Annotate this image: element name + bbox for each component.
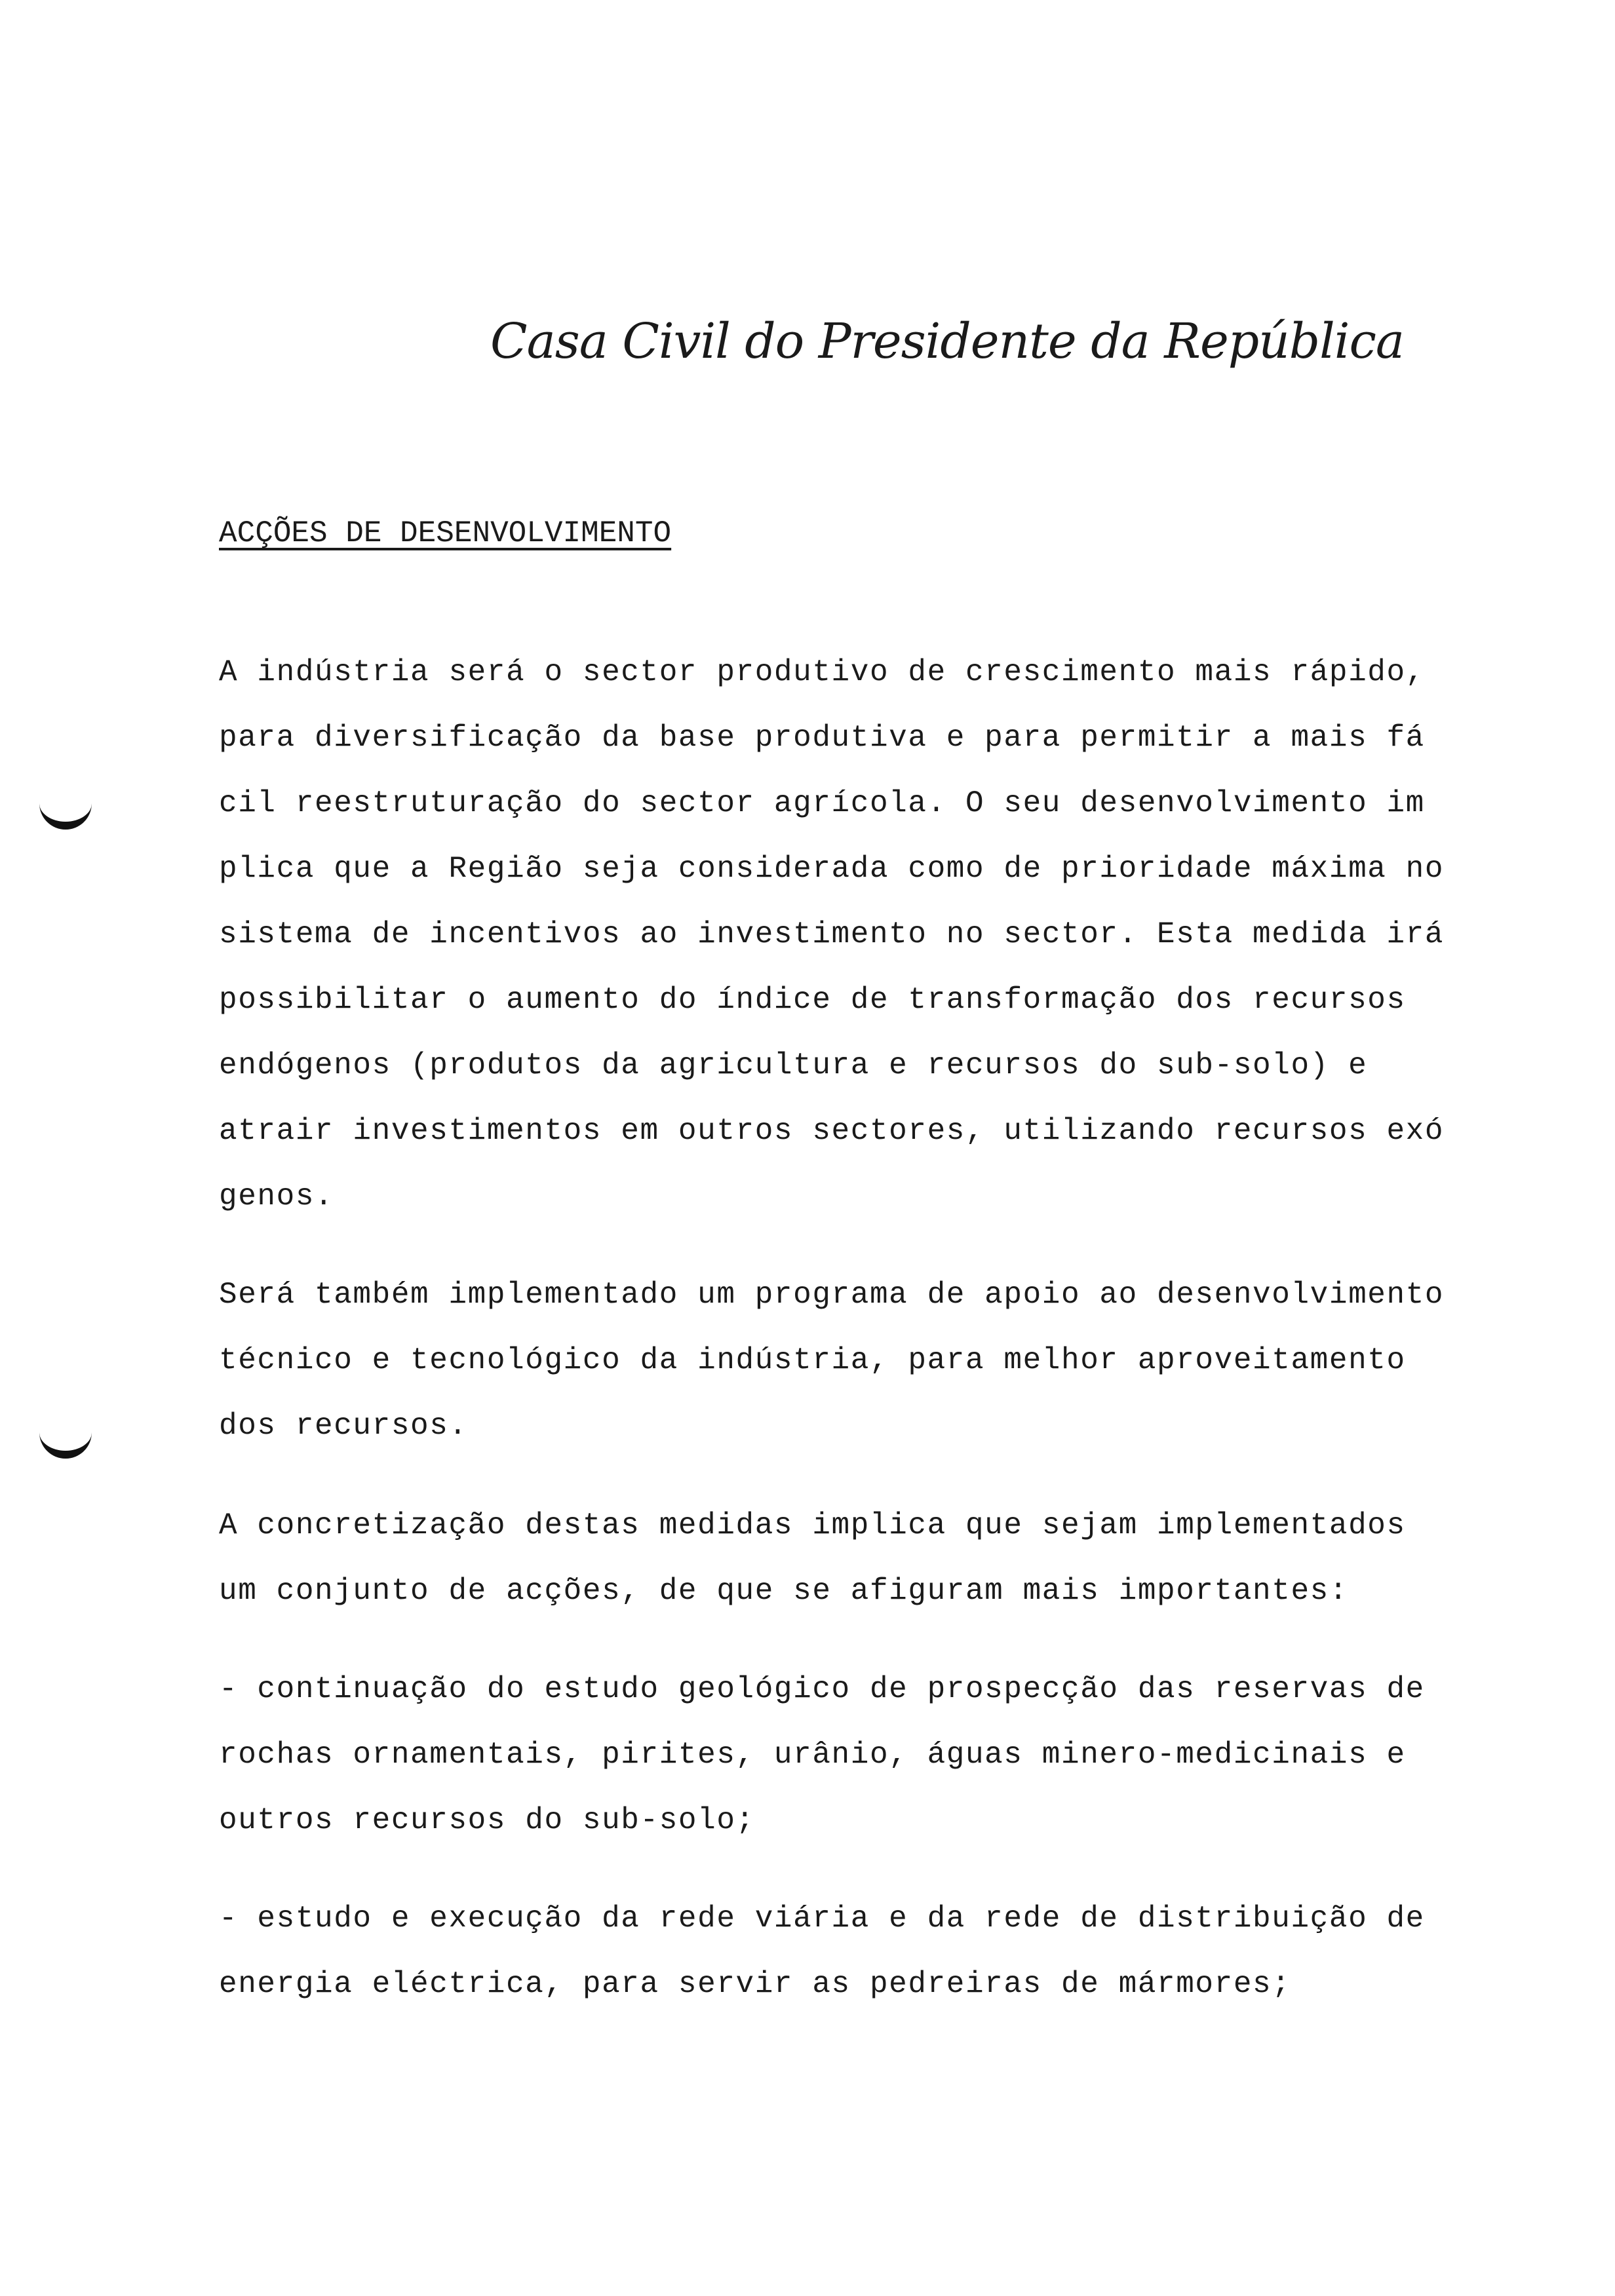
text-line: para diversificação da base produtiva e para permitir a mais fá (219, 721, 1425, 755)
text-line: outros recursos do sub-solo; (219, 1803, 755, 1837)
text-line: endógenos (produtos da agricultura e recursos do sub-solo) e (219, 1048, 1368, 1082)
text-line: genos. (219, 1179, 334, 1214)
text-line: técnico e tecnológico da indústria, para melhor aproveitamento (219, 1343, 1406, 1377)
text-line: cil reestruturação do sector agrícola. O seu desenvolvimento im (219, 786, 1425, 820)
text-line: - estudo e execução da rede viária e da rede de distribuição de (219, 1902, 1425, 1936)
text-line: A concretização destas medidas implica que sejam implementados (219, 1508, 1406, 1542)
text-line: atrair investimentos em outros sectores, utilizando recursos exó (219, 1114, 1445, 1148)
letterhead: Casa Civil do Presidente da República (490, 313, 1405, 370)
punch-hole-mark (39, 803, 92, 830)
text-line: plica que a Região seja considerada como de prioridade máxima no (219, 852, 1445, 886)
text-line: energia eléctrica, para servir as pedreiras de mármores; (219, 1967, 1291, 2001)
text-line: dos recursos. (219, 1409, 468, 1443)
section-heading: ACÇÕES DE DESENVOLVIMENTO (219, 516, 672, 550)
text-line: um conjunto de acções, de que se afiguram mais importantes: (219, 1574, 1349, 1608)
punch-hole-mark (39, 1432, 92, 1459)
text-line: A indústria será o sector produtivo de crescimento mais rápido, (219, 655, 1425, 689)
text-line: sistema de incentivos ao investimento no sector. Esta medida irá (219, 917, 1445, 951)
text-line: possibilitar o aumento do índice de transformação dos recursos (219, 983, 1406, 1017)
text-line: rochas ornamentais, pirites, urânio, águas minero-medicinais e (219, 1738, 1406, 1772)
text-line: Será também implementado um programa de apoio ao desenvolvimento (219, 1278, 1445, 1312)
text-line: - continuação do estudo geológico de prospecção das reservas de (219, 1672, 1425, 1706)
